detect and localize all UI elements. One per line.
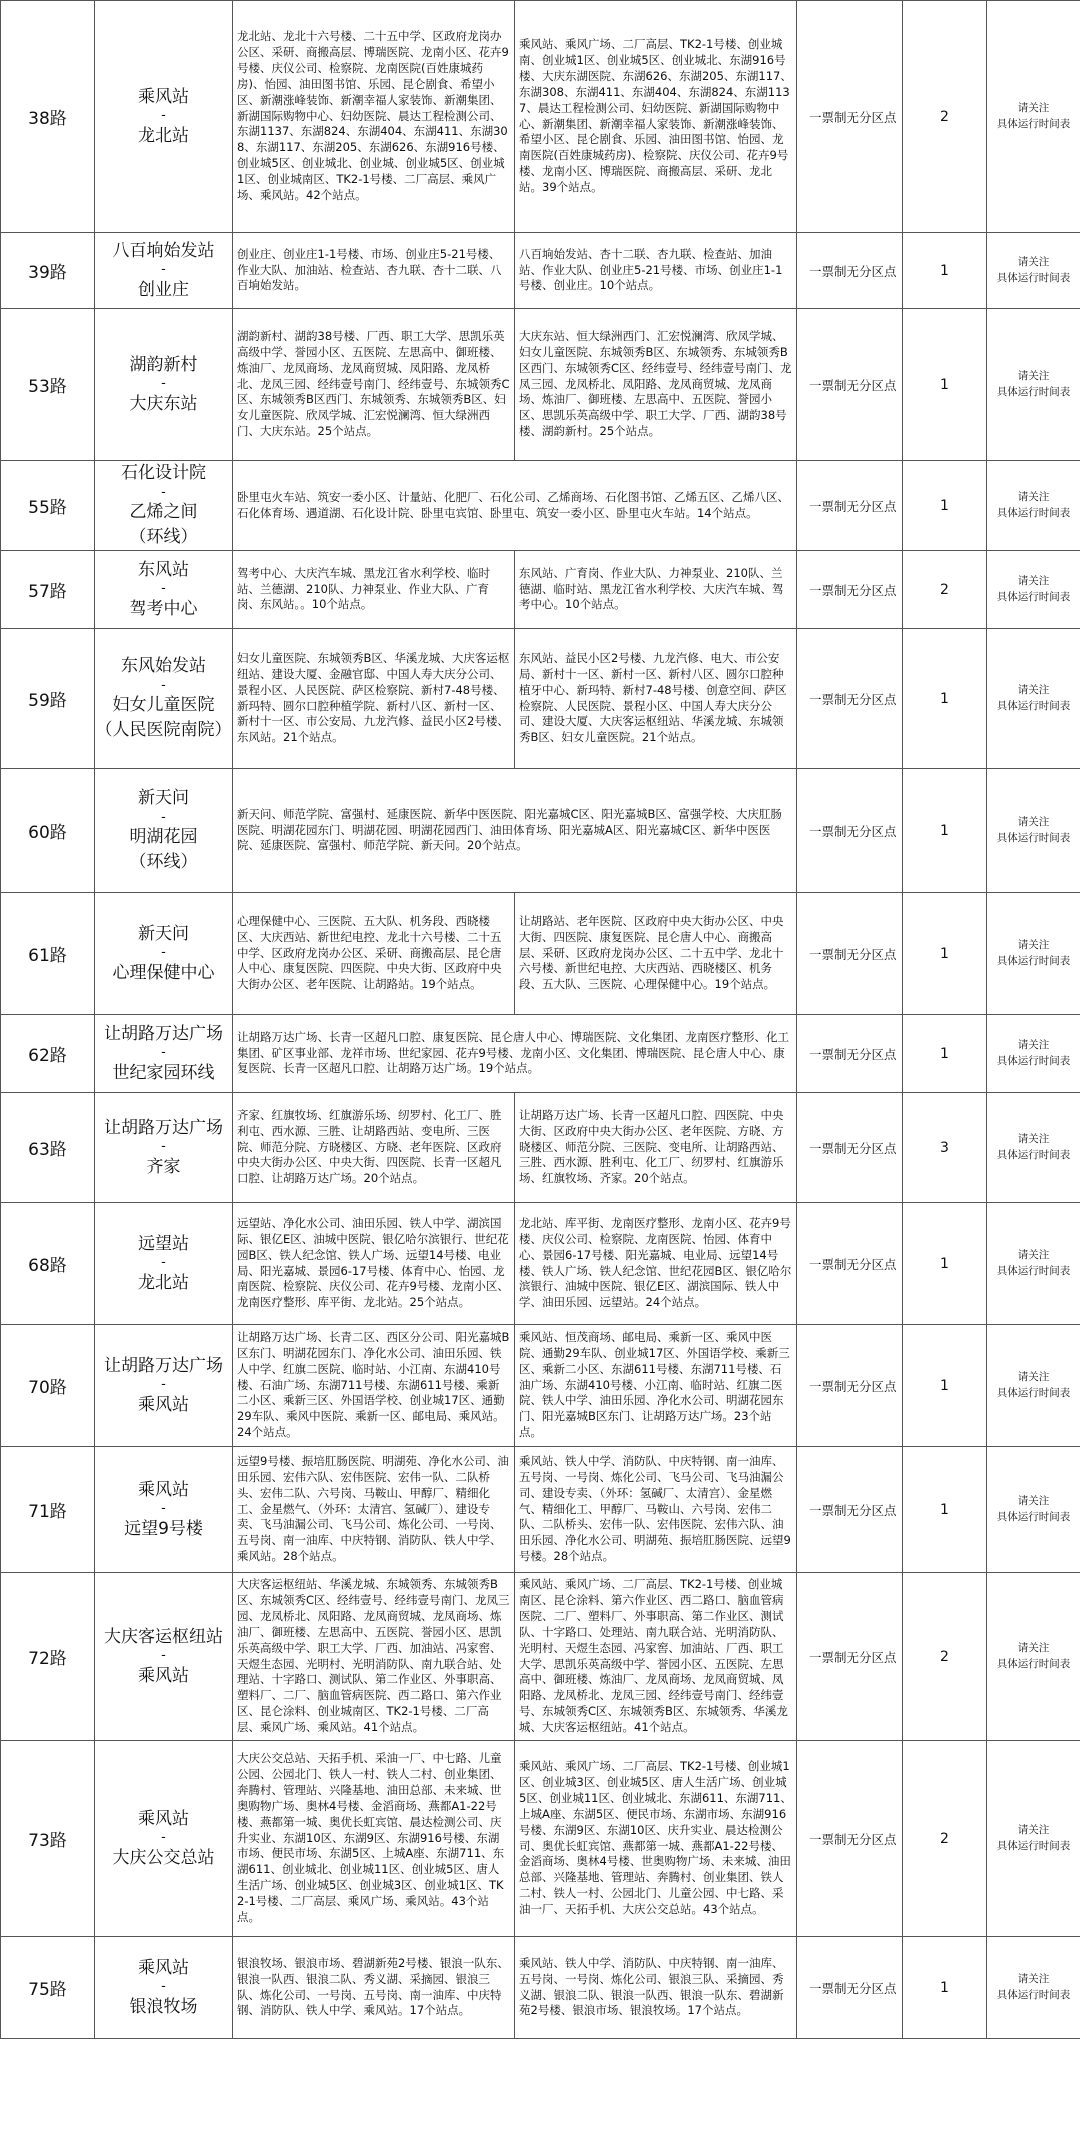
route-terminals bbox=[95, 629, 233, 769]
fare-type: 一票制无分区点 bbox=[797, 1203, 903, 1325]
terminal-name: 让胡路万达广场 bbox=[104, 1023, 223, 1044]
fare-type: 一票制无分区点 bbox=[797, 769, 903, 893]
outbound-stops: 驾考中心、大庆汽车城、黑龙江省水利学校、临时站、兰德湖、210队、力神泵业、作业大队、广育岗、东风站。。10个站点。 bbox=[233, 551, 515, 629]
schedule-note-line: 具体运行时间表 bbox=[996, 117, 1071, 130]
terminal-separator: - bbox=[161, 485, 166, 501]
fare-type: 一票制无分区点 bbox=[797, 1573, 903, 1741]
route-number: 39路 bbox=[1, 233, 95, 309]
route-terminals bbox=[95, 1447, 233, 1573]
schedule-note-line: 请关注 bbox=[1017, 491, 1050, 504]
schedule-note-line: 请关注 bbox=[1017, 1642, 1050, 1655]
terminal-name: （环线） bbox=[129, 526, 198, 547]
bus-count: 2 bbox=[903, 1573, 987, 1741]
bus-count: 1 bbox=[903, 1447, 987, 1573]
route-number: 53路 bbox=[1, 309, 95, 461]
route-terminals bbox=[95, 461, 233, 551]
schedule-note bbox=[987, 309, 1080, 461]
schedule-note-line: 请关注 bbox=[1017, 684, 1050, 697]
fare-type: 一票制无分区点 bbox=[797, 551, 903, 629]
schedule-note-line: 具体运行时间表 bbox=[996, 1054, 1071, 1067]
terminal-name: 大庆公交总站 bbox=[112, 1847, 215, 1868]
route-terminals bbox=[95, 551, 233, 629]
terminal-name: （环线） bbox=[129, 851, 198, 872]
schedule-note-line: 具体运行时间表 bbox=[996, 1148, 1071, 1161]
outbound-stops: 远望站、净化水公司、油田乐园、铁人中学、湖滨国际、银亿E区、油城中医院、银亿哈尔滨银行、世纪花园B区、铁人纪念馆、铁人广场、远望14号楼、电业局、阳光嘉城、景园6-17号楼、体育中心、怡园、龙南医院、检察院、庆仪公司、花卉9号楼、龙南小区、龙南医疗整形、库平街、龙北站。25个站点。 bbox=[233, 1203, 515, 1325]
inbound-stops: 大庆东站、恒大绿洲西门、汇宏悦澜湾、欣凤学城、妇女儿童医院、东城领秀B区、东城领秀、东城领秀B区西门、东城领秀C区、经纬壹号、经纬壹号南门、龙凤三园、龙凤桥北、凤阳路、龙凤商贸城、龙凤商场、炼油厂、御班楼、左思高中、五医院、誉园小区、思凯乐英高级中学、职工大学、厂西、湖韵38号楼、湖韵新村。25个站点。 bbox=[515, 309, 797, 461]
fare-type: 一票制无分区点 bbox=[797, 1015, 903, 1093]
terminal-name: 乘风站 bbox=[138, 1394, 189, 1415]
terminal-separator: - bbox=[161, 376, 166, 392]
route-terminals bbox=[95, 1325, 233, 1447]
schedule-note bbox=[987, 1447, 1080, 1573]
terminal-separator: - bbox=[161, 1979, 166, 1995]
schedule-note-line: 具体运行时间表 bbox=[996, 590, 1071, 603]
schedule-note-line: 具体运行时间表 bbox=[996, 1386, 1071, 1399]
route-number: 55路 bbox=[1, 461, 95, 551]
terminal-name: 银浪牧场 bbox=[129, 1996, 198, 2017]
route-row bbox=[1, 1937, 1080, 2039]
bus-count: 1 bbox=[903, 461, 987, 551]
schedule-note bbox=[987, 1573, 1080, 1741]
terminal-separator: - bbox=[161, 1501, 166, 1517]
outbound-stops: 银浪牧场、银浪市场、碧湖新苑2号楼、银浪一队东、银浪一队西、银浪二队、秀义湖、采摘园、银浪三队、炼化公司、一号岗、五号岗、南一油库、中庆特钢、消防队、铁人中学、乘风站。17个站点。 bbox=[233, 1937, 515, 2039]
terminal-name: 大庆东站 bbox=[129, 393, 198, 414]
bus-count: 2 bbox=[903, 551, 987, 629]
terminal-separator: - bbox=[161, 1377, 166, 1393]
terminal-name: 驾考中心 bbox=[129, 598, 198, 619]
schedule-note-line: 请关注 bbox=[1017, 1133, 1050, 1146]
route-number: 61路 bbox=[1, 893, 95, 1015]
fare-type: 一票制无分区点 bbox=[797, 893, 903, 1015]
inbound-stops: 东风站、益民小区2号楼、九龙汽修、电大、市公安局、新村十一区、新村一区、新村八区、圆尔口腔种植牙中心、新玛特、新村7-48号楼、创意空间、萨区检察院、人民医院、景程小区、中国人寿大庆分公司、建设大厦、大庆客运枢纽站、华溪龙城、东城领秀B区、妇女儿童医院。21个站点。 bbox=[515, 629, 797, 769]
schedule-note-line: 请关注 bbox=[1017, 816, 1050, 829]
schedule-note-line: 具体运行时间表 bbox=[996, 1657, 1071, 1670]
route-number: 38路 bbox=[1, 1, 95, 233]
schedule-note-line: 请关注 bbox=[1017, 939, 1050, 952]
route-row bbox=[1, 551, 1080, 629]
route-number: 73路 bbox=[1, 1741, 95, 1937]
inbound-stops: 乘风站、铁人中学、消防队、中庆特钢、南一油库、五号岗、一号岗、炼化公司、飞马公司、飞马油漏公司、建设专卖、（外环：氢碱厂、太清宫）、金星燃气、精细化工、甲醇厂、马鞍山、六号岗、宏伟二队、二队桥头、宏伟一队、宏伟医院、宏伟六队、油田乐园、净化水公司、明湖苑、振培肛肠医院、远望9号楼。28个站点。 bbox=[515, 1447, 797, 1573]
schedule-note bbox=[987, 1, 1080, 233]
schedule-note bbox=[987, 1325, 1080, 1447]
route-row bbox=[1, 1203, 1080, 1325]
route-number: 75路 bbox=[1, 1937, 95, 2039]
terminal-name: 心理保健中心 bbox=[112, 962, 215, 983]
inbound-stops: 东风站、广育岗、作业大队、力神泵业、210队、兰德湖、临时站、黑龙江省水利学校、大庆汽车城、驾考中心。10个站点。 bbox=[515, 551, 797, 629]
schedule-note bbox=[987, 1203, 1080, 1325]
schedule-note-line: 请关注 bbox=[1017, 1371, 1050, 1384]
route-terminals bbox=[95, 1093, 233, 1203]
terminal-name: 乘风站 bbox=[138, 1665, 189, 1686]
terminal-name: 东风站 bbox=[138, 559, 189, 580]
terminal-name: 龙北站 bbox=[138, 125, 189, 146]
schedule-note-line: 具体运行时间表 bbox=[996, 271, 1071, 284]
schedule-note-line: 请关注 bbox=[1017, 256, 1050, 269]
route-number: 59路 bbox=[1, 629, 95, 769]
terminal-separator: - bbox=[161, 108, 166, 124]
route-row bbox=[1, 1573, 1080, 1741]
schedule-note-line: 请关注 bbox=[1017, 102, 1050, 115]
terminal-name: 新天问 bbox=[138, 923, 189, 944]
bus-count: 1 bbox=[903, 1937, 987, 2039]
schedule-note-line: 具体运行时间表 bbox=[996, 1988, 1071, 2001]
schedule-note bbox=[987, 1741, 1080, 1937]
terminal-name: 石化设计院 bbox=[121, 463, 206, 484]
route-number: 71路 bbox=[1, 1447, 95, 1573]
schedule-note-line: 具体运行时间表 bbox=[996, 1264, 1071, 1277]
outbound-stops: 湖韵新村、湖韵38号楼、厂西、职工大学、思凯乐英高级中学、誉园小区、五医院、左思高中、御班楼、炼油厂、龙凤商场、龙凤商贸城、凤阳路、龙凤桥北、龙凤三园、经纬壹号南门、经纬壹号、东城领秀C区、东城领秀B区西门、东城领秀、东城领秀B区、妇女儿童医院、欣凤学城、汇宏悦澜湾、恒大绿洲西门、大庆东站。25个站点。 bbox=[233, 309, 515, 461]
fare-type: 一票制无分区点 bbox=[797, 309, 903, 461]
fare-type: 一票制无分区点 bbox=[797, 233, 903, 309]
schedule-note-line: 具体运行时间表 bbox=[996, 954, 1071, 967]
schedule-note bbox=[987, 233, 1080, 309]
outbound-stops: 齐家、红旗牧场、红旗游乐场、纫罗村、化工厂、胜利屯、西水源、三胜、让胡路西站、变电所、三医院、师范分院、方晓楼区、方晓、老年医院、区政府中央大街办公区、中央大街、四医院、长青一区超凡口腔、让胡路万达广场。20个站点。 bbox=[233, 1093, 515, 1203]
route-terminals bbox=[95, 893, 233, 1015]
route-row bbox=[1, 769, 1080, 893]
route-row bbox=[1, 629, 1080, 769]
route-number: 60路 bbox=[1, 769, 95, 893]
terminal-separator: - bbox=[161, 1830, 166, 1846]
terminal-name: 新天问 bbox=[138, 788, 189, 809]
route-row bbox=[1, 1447, 1080, 1573]
terminal-separator: - bbox=[161, 810, 166, 826]
loop-stops: 新天问、师范学院、富强村、延康医院、新华中医医院、阳光嘉城C区、阳光嘉城B区、富强学校、大庆肛肠医院、明湖花园东门、明湖花园、明湖花园西门、油田体育场、阳光嘉城A区、阳光嘉城C区、新华中医医院、延康医院、富强村、师范学院、新天问。20个站点。 bbox=[233, 769, 797, 893]
fare-type: 一票制无分区点 bbox=[797, 629, 903, 769]
route-table-body bbox=[1, 1, 1080, 2039]
route-number: 70路 bbox=[1, 1325, 95, 1447]
schedule-note bbox=[987, 769, 1080, 893]
route-terminals bbox=[95, 1937, 233, 2039]
terminal-name: 东风始发站 bbox=[121, 656, 206, 677]
route-terminals bbox=[95, 309, 233, 461]
route-terminals bbox=[95, 1015, 233, 1093]
inbound-stops: 让胡路站、老年医院、区政府中央大街办公区、中央大街、四医院、康复医院、昆仑唐人中心、商搬高层、采研、区政府龙岗办公区、二十五中学、龙北十六号楼、新世纪电控、大庆西站、西晓楼区、机务段、五大队、三医院、心理保健中心。19个站点。 bbox=[515, 893, 797, 1015]
schedule-note bbox=[987, 1093, 1080, 1203]
loop-stops: 卧里屯火车站、筑安一委小区、计量站、化肥厂、石化公司、乙烯商场、石化图书馆、乙烯五区、乙烯八区、石化体育场、遇道湖、石化设计院、卧里屯宾馆、卧里屯、筑安一委小区、卧里屯火车站。14个站点。 bbox=[233, 461, 797, 551]
schedule-note-line: 请关注 bbox=[1017, 1249, 1050, 1262]
terminal-name: 远望9号楼 bbox=[124, 1518, 203, 1539]
terminal-separator: - bbox=[161, 262, 166, 278]
outbound-stops: 龙北站、龙北十六号楼、二十五中学、区政府龙岗办公区、采研、商搬高层、博瑞医院、龙南小区、花卉9号楼、庆仪公司、检察院、龙南医院(百姓康城药房)、怡园、油田图书馆、乐园、昆仑剧食、希望小区、新潮涨峰装饰、新潮幸福人家装饰、新潮集团、新湖国际购物中心、妇幼医院、晨达工程检测公司、东湖1137、东湖824、东湖404、东湖411、东湖308、东湖117、东湖205、东湖626、东湖916号楼、创业城5区、创业城北、创业城、创业城5区、创业城1区、创业城南区、TK2-1号楼、二厂高层、乘风广场、乘风站。42个站点。 bbox=[233, 1, 515, 233]
terminal-name: 乘风站 bbox=[138, 1479, 189, 1500]
terminal-name: 让胡路万达广场 bbox=[104, 1355, 223, 1376]
schedule-note-line: 请关注 bbox=[1017, 1973, 1050, 1986]
fare-type: 一票制无分区点 bbox=[797, 1937, 903, 2039]
schedule-note-line: 请关注 bbox=[1017, 1824, 1050, 1837]
route-row bbox=[1, 1, 1080, 233]
route-number: 62路 bbox=[1, 1015, 95, 1093]
terminal-separator: - bbox=[161, 678, 166, 694]
schedule-note-line: 请关注 bbox=[1017, 575, 1050, 588]
outbound-stops: 大庆客运枢纽站、华溪龙城、东城领秀、东城领秀B区、东城领秀C区、经纬壹号、经纬壹号南门、龙凤三园、龙凤桥北、凤阳路、龙凤商贸城、龙凤商场、炼油厂、御班楼、左思高中、五医院、誉园小区、思凯乐英高级中学、职工大学、厂西、加油站、冯家窖、天煜生态园、光明村、光明消防队、南九联合站、处理站、十字路口、测试队、第二作业区、外事职高、塑料厂、二厂、脑血管病医院、西二路口、第六作业区、昆仑涂料、创业城南区、TK2-1号楼、二厂高层、乘风广场、乘风站。41个站点。 bbox=[233, 1573, 515, 1741]
route-row bbox=[1, 461, 1080, 551]
terminal-name: 乘风站 bbox=[138, 86, 189, 107]
fare-type: 一票制无分区点 bbox=[797, 1741, 903, 1937]
route-number: 57路 bbox=[1, 551, 95, 629]
route-row bbox=[1, 1093, 1080, 1203]
fare-type: 一票制无分区点 bbox=[797, 1325, 903, 1447]
schedule-note bbox=[987, 551, 1080, 629]
bus-count: 1 bbox=[903, 1015, 987, 1093]
inbound-stops: 八百垧始发站、杏十二联、杏九联、检查站、加油站、作业大队、创业庄5-21号楼、市场、创业庄1-1号楼、创业庄。10个站点。 bbox=[515, 233, 797, 309]
inbound-stops: 乘风站、乘风广场、二厂高层、TK2-1号楼、创业城1区、创业城3区、创业城5区、唐人生活广场、创业城5区、创业城11区、创业城北、东湖611、东湖711、上城A座、东湖5区、便民市场、东湖市场、东湖916号楼、东湖9区、东湖10区、庆升实业、晨达检测公司、奥优长虹宾馆、燕都第一城、燕都A1-22号楼、金滔商场、奥林4号楼、世奥购物广场、未来城、油田总部、兴隆基地、管理站、奔腾村、创业集团、铁人二村、铁人一村、公园北门、儿童公园、中七路、采油一厂、天拓手机、大庆公交总站。43个站点。 bbox=[515, 1741, 797, 1937]
outbound-stops: 远望9号楼、振培肛肠医院、明湖苑、净化水公司、油田乐园、宏伟六队、宏伟医院、宏伟一队、二队桥头、宏伟二队、六号岗、马鞍山、甲醇厂、精细化工、金星燃气、（外环：太清宫、氢碱厂）、建设专卖、飞马油漏公司、飞马公司、炼化公司、一号岗、五号岗、南一油库、中庆特钢、消防队、铁人中学、乘风站。28个站点。 bbox=[233, 1447, 515, 1573]
bus-count: 1 bbox=[903, 629, 987, 769]
route-terminals bbox=[95, 1, 233, 233]
route-number: 63路 bbox=[1, 1093, 95, 1203]
terminal-separator: - bbox=[161, 581, 166, 597]
schedule-note bbox=[987, 1937, 1080, 2039]
schedule-note-line: 请关注 bbox=[1017, 1495, 1050, 1508]
fare-type: 一票制无分区点 bbox=[797, 1093, 903, 1203]
terminal-name: 八百垧始发站 bbox=[112, 240, 215, 261]
terminal-separator: - bbox=[161, 1648, 166, 1664]
inbound-stops: 龙北站、库平街、龙南医疗整形、龙南小区、花卉9号楼、庆仪公司、检察院、龙南医院、怡园、体育中心、景园6-17号楼、阳光嘉城、电业局、远望14号楼、铁人广场、铁人纪念馆、世纪花园B区、银亿哈尔滨银行、油城中医院、银亿E区、湖滨国际、铁人中学、油田乐园、远望站。24个站点。 bbox=[515, 1203, 797, 1325]
fare-type: 一票制无分区点 bbox=[797, 461, 903, 551]
schedule-note-line: 具体运行时间表 bbox=[996, 1839, 1071, 1852]
inbound-stops: 乘风站、恒茂商场、邮电局、乘新一区、乘风中医院、通勤29车队、创业城17区、外国语学校、乘新三区、乘新二小区、东湖611号楼、东湖711号楼、石油广场、东湖410号楼、小江南、临时站、红旗二医院、铁人中学、油田乐园、净化水公司、明湖花园东门、阳光嘉城B区东门、让胡路万达广场。23个站点。 bbox=[515, 1325, 797, 1447]
outbound-stops: 让胡路万达广场、长青二区、西区分公司、阳光嘉城B区东门、明湖花园东门、净化水公司、油田乐园、铁人中学、红旗二医院、临时站、小江南、东湖410号楼、石油广场、东湖711号楼、东湖611号楼、乘新二小区、乘新三区、外国语学校、创业城17区、通勤29车队、乘风中医院、乘新一区、邮电局、乘风站。24个站点。 bbox=[233, 1325, 515, 1447]
terminal-separator: - bbox=[161, 1255, 166, 1271]
route-terminals bbox=[95, 233, 233, 309]
bus-count: 1 bbox=[903, 309, 987, 461]
terminal-name: 远望站 bbox=[138, 1233, 189, 1254]
route-number: 72路 bbox=[1, 1573, 95, 1741]
bus-count: 2 bbox=[903, 1741, 987, 1937]
bus-count: 2 bbox=[903, 1, 987, 233]
terminal-name: 湖韵新村 bbox=[129, 354, 198, 375]
loop-stops: 让胡路万达广场、长青一区超凡口腔、康复医院、昆仑唐人中心、博瑞医院、文化集团、龙南医疗整形、化工集团、矿区事业部、龙祥市场、世纪家园、花卉9号楼、龙南小区、文化集团、博瑞医院、昆仑唐人中心、康复医院、长青一区超凡口腔、让胡路万达广场。19个站点。 bbox=[233, 1015, 797, 1093]
route-terminals bbox=[95, 1203, 233, 1325]
route-terminals bbox=[95, 769, 233, 893]
route-row bbox=[1, 1741, 1080, 1937]
schedule-note-line: 具体运行时间表 bbox=[996, 699, 1071, 712]
schedule-note-line: 请关注 bbox=[1017, 1039, 1050, 1052]
schedule-note-line: 具体运行时间表 bbox=[996, 1510, 1071, 1523]
bus-count: 1 bbox=[903, 1203, 987, 1325]
inbound-stops: 乘风站、铁人中学、消防队、中庆特钢、南一油库、五号岗、一号岗、炼化公司、银浪三队、采摘园、秀义湖、银浪二队、银浪一队西、银浪一队东、碧湖新苑2号楼、银浪市场、银浪牧场。17个站点。 bbox=[515, 1937, 797, 2039]
outbound-stops: 妇女儿童医院、东城领秀B区、华溪龙城、大庆客运枢纽站、建设大厦、金融官邸、中国人寿大庆分公司、景程小区、人民医院、萨区检察院、新村7-48号楼、新玛特、圆尔口腔种植学院、新村八区、新村一区、新村十一区、市公安局、九龙汽修、益民小区2号楼、东风站。21个站点。 bbox=[233, 629, 515, 769]
bus-count: 1 bbox=[903, 893, 987, 1015]
terminal-name: 龙北站 bbox=[138, 1272, 189, 1293]
route-row bbox=[1, 893, 1080, 1015]
fare-type: 一票制无分区点 bbox=[797, 1, 903, 233]
route-row bbox=[1, 1015, 1080, 1093]
route-terminals bbox=[95, 1573, 233, 1741]
schedule-note-line: 具体运行时间表 bbox=[996, 385, 1071, 398]
bus-count: 1 bbox=[903, 1325, 987, 1447]
route-terminals bbox=[95, 1741, 233, 1937]
inbound-stops: 乘风站、乘风广场、二厂高层、TK2-1号楼、创业城南、创业城1区、创业城5区、创业城北、东湖916号楼、大庆东湖医院、东湖626、东湖205、东湖117、东湖308、东湖411、东湖404、东湖824、东湖1137、晨达工程检测公司、妇幼医院、新湖国际购物中心、新潮集团、新潮幸福人家装饰、新潮涨峰装饰、希望小区、昆仑剧食、乐园、油田图书馆、怡园、龙南医院(百姓康城药房)、检察院、庆仪公司、花卉9号楼、龙南小区、博瑞医院、商搬高层、采研、龙北站。39个站点。 bbox=[515, 1, 797, 233]
terminal-name: 让胡路万达广场 bbox=[104, 1117, 223, 1138]
outbound-stops: 心理保健中心、三医院、五大队、机务段、西晓楼区、大庆西站、新世纪电控、龙北十六号楼、二十五中学、区政府龙岗办公区、采研、商搬高层、昆仑唐人中心、康复医院、四医院、中央大街、区政府中央大街办公区、老年医院、让胡路站。19个站点。 bbox=[233, 893, 515, 1015]
route-row bbox=[1, 309, 1080, 461]
inbound-stops: 让胡路万达广场、长青一区超凡口腔、四医院、中央大街、区政府中央大街办公区、老年医院、方晓、方晓楼区、师范分院、三医院、变电所、让胡路西站、三胜、西水源、胜利屯、化工厂、纫罗村、红旗游乐场、红旗牧场、齐家。20个站点。 bbox=[515, 1093, 797, 1203]
fare-type: 一票制无分区点 bbox=[797, 1447, 903, 1573]
terminal-name: （人民医院南院） bbox=[95, 719, 232, 740]
terminal-name: 大庆客运枢纽站 bbox=[104, 1626, 223, 1647]
terminal-name: 明湖花园 bbox=[129, 827, 198, 848]
schedule-note bbox=[987, 629, 1080, 769]
schedule-note bbox=[987, 461, 1080, 551]
inbound-stops: 乘风站、乘风广场、二厂高层、TK2-1号楼、创业城南区、昆仑涂料、第六作业区、西二路口、脑血管病医院、二厂、塑料厂、外事职高、第二作业区、测试队、十字路口、处理站、南九联合站、光明消防队、光明村、天煜生态园、冯家窖、加油站、厂西、职工大学、思凯乐英高级中学、誉园小区、五医院、左思高中、御班楼、炼油厂、龙凤商场、龙凤商贸城、凤阳路、龙凤桥北、龙凤三园、经纬壹号南门、经纬壹号、东城领秀C区、东城领秀B区、东城领秀、华溪龙城、大庆客运枢纽站。41个站点。 bbox=[515, 1573, 797, 1741]
route-row bbox=[1, 233, 1080, 309]
terminal-name: 妇女儿童医院 bbox=[112, 695, 215, 716]
terminal-separator: - bbox=[161, 1045, 166, 1061]
outbound-stops: 创业庄、创业庄1-1号楼、市场、创业庄5-21号楼、作业大队、加油站、检查站、杏九联、杏十二联、八百垧始发站。 bbox=[233, 233, 515, 309]
bus-count: 3 bbox=[903, 1093, 987, 1203]
terminal-name: 齐家 bbox=[146, 1156, 181, 1177]
terminal-name: 乘风站 bbox=[138, 1957, 189, 1978]
bus-count: 1 bbox=[903, 769, 987, 893]
outbound-stops: 大庆公交总站、天拓手机、采油一厂、中七路、儿童公园、公园北门、铁人一村、铁人二村、创业集团、奔腾村、管理站、兴隆基地、油田总部、未来城、世奥购物广场、奥林4号楼、金滔商场、燕都A1-22号楼、燕都第一城、奥优长虹宾馆、晨达检测公司、庆升实业、东湖10区、东湖9区、东湖916号楼、东湖市场、便民市场、东湖5区、上城A座、东湖711、东湖611、创业城北、创业城11区、创业城5区、唐人生活广场、创业城5区、创业城3区、创业城1区、TK2-1号楼、二厂高层、乘风广场、乘风站。43个站点。 bbox=[233, 1741, 515, 1937]
route-number: 68路 bbox=[1, 1203, 95, 1325]
schedule-note bbox=[987, 1015, 1080, 1093]
terminal-name: 乘风站 bbox=[138, 1808, 189, 1829]
terminal-separator: - bbox=[161, 1139, 166, 1155]
bus-count: 1 bbox=[903, 233, 987, 309]
schedule-note bbox=[987, 893, 1080, 1015]
route-row bbox=[1, 1325, 1080, 1447]
terminal-name: 世纪家园环线 bbox=[112, 1062, 215, 1083]
schedule-note-line: 请关注 bbox=[1017, 370, 1050, 383]
schedule-note-line: 具体运行时间表 bbox=[996, 831, 1071, 844]
schedule-note-line: 具体运行时间表 bbox=[996, 506, 1071, 519]
terminal-name: 乙烯之间 bbox=[129, 502, 198, 523]
terminal-separator: - bbox=[161, 945, 166, 961]
terminal-name: 创业庄 bbox=[138, 279, 189, 300]
